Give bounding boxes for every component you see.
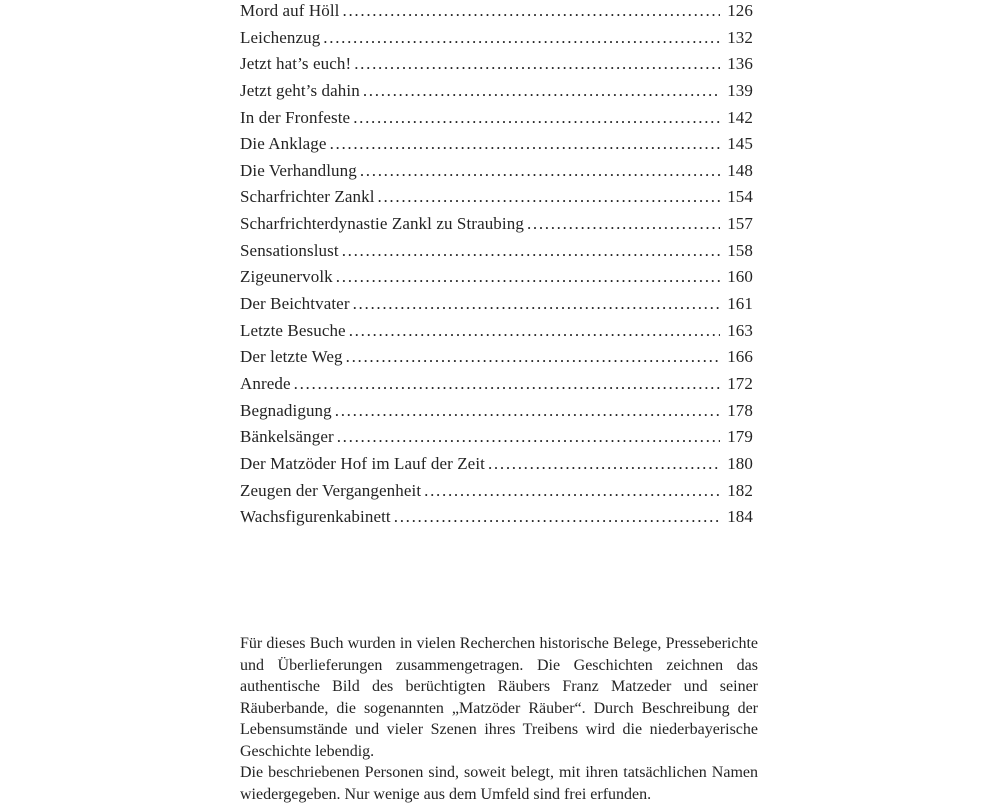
dot-leader [488,451,720,478]
toc-entry-page: 157 [720,211,753,238]
toc-entry [240,158,753,185]
description-line: wiedergegeben. Nur wenige aus dem Umfeld sind frei erfunden. [240,784,758,805]
toc-entry [240,451,753,478]
toc-entry-page: 160 [720,264,753,291]
dot-leader [363,78,720,105]
description-line: Für dieses Buch wurden in vielen Recherchen historische Belege, Presseberichte [240,633,758,655]
description-line: Lebensumstände und vieler Szenen ihres Treibens wird die niederbayerische [240,719,758,741]
toc-entry-page: 172 [720,371,753,398]
toc-entry [240,0,753,25]
toc-entry-title: Der letzte Weg [240,344,343,371]
toc-entry-title: Scharfrichterdynastie Zankl zu Straubing [240,211,524,238]
toc-entry [240,211,753,238]
toc-entry-page: 163 [720,318,753,345]
toc-entry [240,51,753,78]
toc-entry [240,238,753,265]
dot-leader [346,344,720,371]
toc-entry [240,344,753,371]
dot-leader [527,211,720,238]
dot-leader [360,158,720,185]
toc-entry-page: 184 [720,504,753,531]
toc-entry-title: Begnadigung [240,398,332,425]
toc-entry-title: Zeugen der Vergangenheit [240,478,421,505]
dot-leader [354,51,720,78]
toc-entry-page: 139 [720,78,753,105]
dot-leader [343,0,720,25]
toc-entry-title: Leichenzug [240,25,320,52]
toc-entry-page: 136 [720,51,753,78]
book-description [240,633,758,805]
dot-leader [330,131,720,158]
toc-entry-title: Sensationslust [240,238,339,265]
toc-entry [240,184,753,211]
toc-entry-page: 148 [720,158,753,185]
toc-entry-page: 178 [720,398,753,425]
toc-entry-title: Die Verhandlung [240,158,357,185]
toc-entry-page: 161 [720,291,753,318]
toc-entry-title: Anrede [240,371,291,398]
toc-entry-page: 179 [720,424,753,451]
toc-entry-page: 166 [720,344,753,371]
toc-entry-page: 182 [720,478,753,505]
description-line: Geschichte lebendig. [240,741,758,763]
toc-entry [240,424,753,451]
toc-entry-page: 126 [720,0,753,25]
toc-entry-title: Jetzt hat’s euch! [240,51,351,78]
dot-leader [349,318,720,345]
toc-entry-page: 158 [720,238,753,265]
toc-entry [240,504,753,531]
description-line: Räuberbande, die sogenannten „Matzöder Räuber“. Durch Beschreibung der [240,698,758,720]
dot-leader [335,398,720,425]
toc-entry-page: 132 [720,25,753,52]
description-line: und Überlieferungen zusammengetragen. Die Geschichten zeichnen das [240,655,758,677]
toc-entry [240,25,753,52]
toc-entry-title: Der Matzöder Hof im Lauf der Zeit [240,451,485,478]
toc-entry [240,478,753,505]
toc-entry [240,78,753,105]
toc-entry-title: In der Fronfeste [240,105,350,132]
toc-entry [240,291,753,318]
description-line: authentische Bild des berüchtigten Räubers Franz Matzeder und seiner [240,676,758,698]
toc-entry [240,398,753,425]
toc-entry-title: Bänkelsänger [240,424,334,451]
dot-leader [342,238,720,265]
toc-entry [240,105,753,132]
description-paragraph [240,762,758,805]
toc-entry-title: Jetzt geht’s dahin [240,78,360,105]
toc-entry [240,264,753,291]
dot-leader [394,504,720,531]
toc-entry-page: 180 [720,451,753,478]
toc-entry-page: 145 [720,131,753,158]
dot-leader [336,264,720,291]
dot-leader [294,371,720,398]
toc-entry [240,131,753,158]
dot-leader [353,105,720,132]
dot-leader [337,424,720,451]
toc-entry-title: Der Beichtvater [240,291,350,318]
toc-entry [240,318,753,345]
table-of-contents [240,0,753,531]
toc-entry-title: Wachsfigurenkabinett [240,504,391,531]
toc-entry-title: Scharfrichter Zankl [240,184,375,211]
toc-entry-title: Letzte Besuche [240,318,346,345]
toc-entry-page: 154 [720,184,753,211]
dot-leader [378,184,720,211]
dot-leader [424,478,720,505]
description-paragraph [240,633,758,762]
dot-leader [323,25,720,52]
toc-entry-title: Zigeunervolk [240,264,333,291]
toc-entry-page: 142 [720,105,753,132]
toc-entry-title: Die Anklage [240,131,327,158]
toc-entry-title: Mord auf Höll [240,0,340,25]
description-line: Die beschriebenen Personen sind, soweit belegt, mit ihren tatsächlichen Namen [240,762,758,784]
dot-leader [353,291,720,318]
toc-entry [240,371,753,398]
